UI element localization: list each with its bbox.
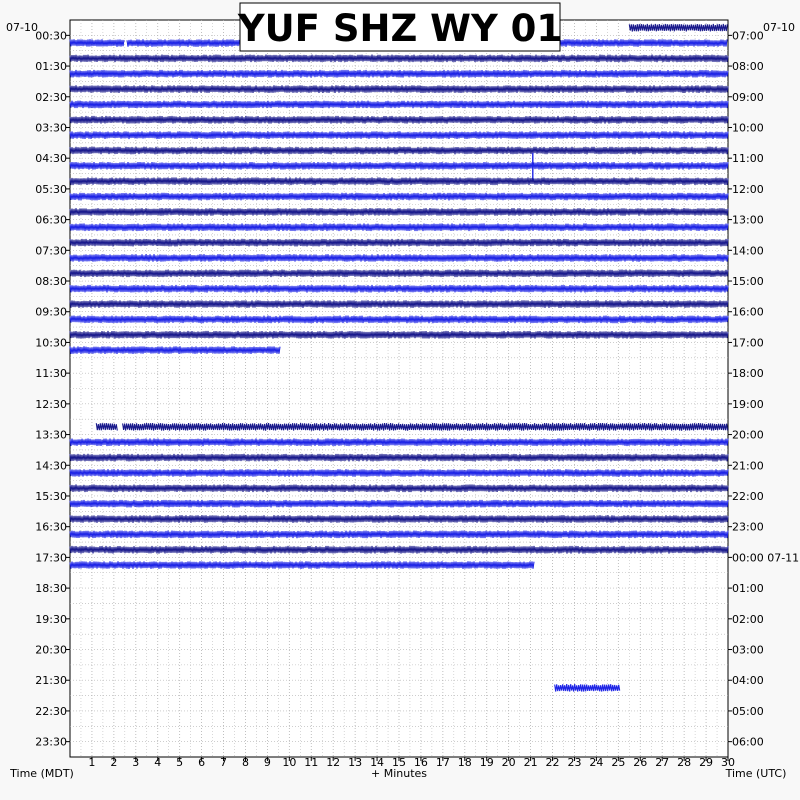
x-tick-label: 22 <box>545 756 560 769</box>
x-tick-label: 8 <box>241 756 249 769</box>
left-tick-label: 02:30 <box>35 90 67 104</box>
left-tick-label: 19:30 <box>35 612 67 626</box>
left-tick-label: 08:30 <box>35 275 67 289</box>
right-tick-label: 04:00 <box>732 674 764 688</box>
right-tick-label: 20:00 <box>732 428 764 442</box>
right-tick-label: 02:00 <box>732 612 764 626</box>
right-tick-label: 11:00 <box>732 152 764 166</box>
x-tick-label: 4 <box>154 756 162 769</box>
x-tick-label: 6 <box>198 756 206 769</box>
left-tick-label: 06:30 <box>35 213 67 227</box>
right-tick-label: 14:00 <box>732 244 764 258</box>
right-tick-label: 16:00 <box>732 305 764 319</box>
right-tick-label: 22:00 <box>732 489 764 503</box>
x-tick-label: 15 <box>392 756 406 769</box>
left-tick-label: 03:30 <box>35 121 67 135</box>
x-tick-label: 9 <box>263 756 271 769</box>
left-tick-label: 23:30 <box>35 735 67 749</box>
x-tick-label: 10 <box>282 756 297 769</box>
x-tick-label: 17 <box>435 756 450 769</box>
x-tick-label: 11 <box>304 756 319 769</box>
right-tick-label: 10:00 <box>732 121 764 135</box>
right-axis-title: Time (UTC) <box>725 767 787 780</box>
x-tick-label: 12 <box>326 756 341 769</box>
left-tick-label: 11:30 <box>35 367 67 381</box>
x-tick-label: 2 <box>110 756 118 769</box>
right-tick-label: 12:00 <box>732 182 764 196</box>
left-tick-label: 09:30 <box>35 305 67 319</box>
left-axis-title: Time (MDT) <box>10 767 74 780</box>
x-tick-label: 13 <box>348 756 363 769</box>
right-tick-label: 07:00 <box>732 29 764 43</box>
right-tick-label: 23:00 <box>732 520 764 534</box>
x-tick-label: 16 <box>413 756 428 769</box>
left-tick-label: 22:30 <box>35 704 67 718</box>
x-tick-label: 7 <box>220 756 228 769</box>
right-tick-label: 13:00 <box>732 213 764 227</box>
left-tick-label: 12:30 <box>35 397 67 411</box>
right-tick-label: 03:00 <box>732 643 764 657</box>
left-date-label: 07-10 <box>6 21 38 34</box>
x-tick-label: 27 <box>655 756 670 769</box>
left-tick-label: 13:30 <box>35 428 67 442</box>
plot-area <box>70 20 728 757</box>
x-tick-label: 20 <box>501 756 516 769</box>
x-tick-label: 24 <box>589 756 604 769</box>
right-tick-label: 18:00 <box>732 367 764 381</box>
right-tick-label: 21:00 <box>732 459 764 473</box>
left-tick-label: 01:30 <box>35 60 67 74</box>
right-tick-label: 05:00 <box>732 704 764 718</box>
right-tick-label: 01:00 <box>732 582 764 596</box>
right-tick-label: 08:00 <box>732 60 764 74</box>
right-tick-label: 00:00 07-11 <box>732 551 800 565</box>
x-axis-title: + Minutes <box>370 767 428 780</box>
left-tick-label: 21:30 <box>35 674 67 688</box>
x-tick-label: 23 <box>567 756 582 769</box>
x-tick-label: 26 <box>633 756 648 769</box>
left-tick-label: 17:30 <box>35 551 67 565</box>
left-tick-label: 05:30 <box>35 182 67 196</box>
right-tick-label: 09:00 <box>732 90 764 104</box>
x-tick-label: 25 <box>611 756 626 769</box>
left-tick-label: 16:30 <box>35 520 67 534</box>
left-tick-label: 20:30 <box>35 643 67 657</box>
x-tick-label: 18 <box>457 756 472 769</box>
left-tick-label: 04:30 <box>35 152 67 166</box>
x-tick-label: 30 <box>721 756 735 769</box>
left-tick-label: 15:30 <box>35 489 67 503</box>
left-tick-label: 14:30 <box>35 459 67 473</box>
right-tick-label: 19:00 <box>732 397 764 411</box>
right-tick-label: 15:00 <box>732 275 764 289</box>
x-tick-label: 19 <box>479 756 494 769</box>
x-tick-label: 5 <box>176 756 184 769</box>
right-tick-label: 06:00 <box>732 735 764 749</box>
x-tick-label: 14 <box>370 756 385 769</box>
x-tick-label: 29 <box>699 756 714 769</box>
x-tick-label: 21 <box>523 756 538 769</box>
left-tick-label: 00:30 <box>35 29 67 43</box>
right-date-label: 07-10 <box>763 21 795 34</box>
x-tick-label: 3 <box>132 756 140 769</box>
chart-title: YUF SHZ WY 01 <box>237 7 563 50</box>
title-box <box>237 3 562 51</box>
left-tick-label: 07:30 <box>35 244 67 258</box>
left-tick-label: 10:30 <box>35 336 67 350</box>
x-tick-label: 1 <box>88 756 96 769</box>
right-tick-label: 17:00 <box>732 336 764 350</box>
x-tick-label: 28 <box>677 756 692 769</box>
left-tick-label: 18:30 <box>35 582 67 596</box>
